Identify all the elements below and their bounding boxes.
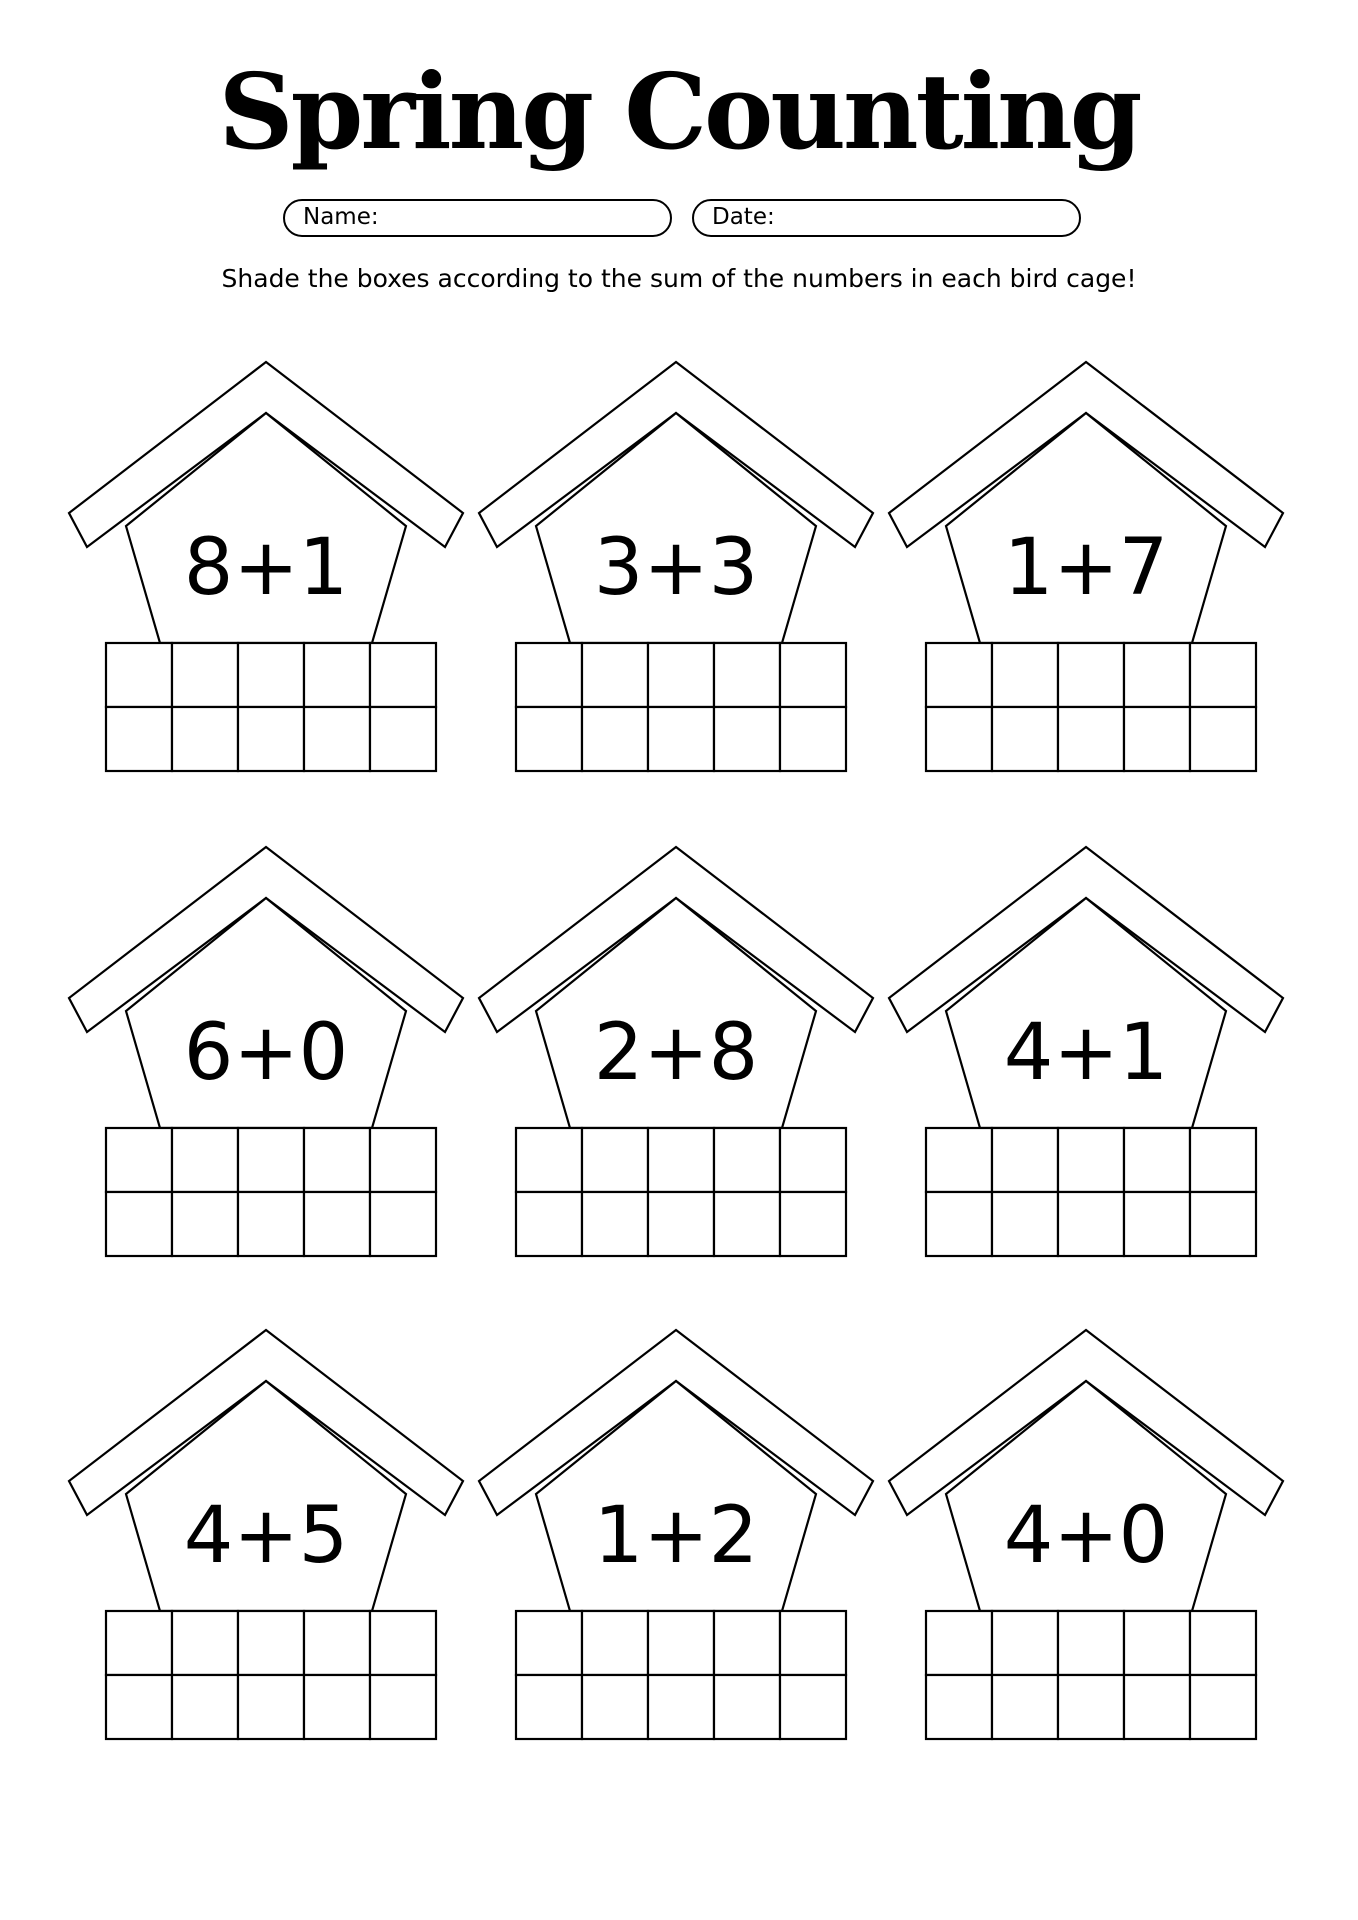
shade-box[interactable] xyxy=(238,1611,304,1675)
addition-problem: 1+7 xyxy=(1003,523,1169,613)
ten-frame xyxy=(926,643,1256,771)
shade-box[interactable] xyxy=(714,1611,780,1675)
shade-box[interactable] xyxy=(992,643,1058,707)
addition-problem: 4+1 xyxy=(1003,1008,1169,1098)
ten-frame xyxy=(106,1128,436,1256)
shade-box[interactable] xyxy=(1190,1192,1256,1256)
shade-box[interactable] xyxy=(648,643,714,707)
shade-box[interactable] xyxy=(304,1128,370,1192)
shade-box[interactable] xyxy=(714,1192,780,1256)
shade-box[interactable] xyxy=(714,1675,780,1739)
shade-box[interactable] xyxy=(106,1675,172,1739)
shade-box[interactable] xyxy=(1124,1611,1190,1675)
shade-box[interactable] xyxy=(1058,1128,1124,1192)
shade-box[interactable] xyxy=(582,1611,648,1675)
shade-box[interactable] xyxy=(106,1128,172,1192)
birdcage xyxy=(479,1330,873,1739)
shade-box[interactable] xyxy=(1058,1192,1124,1256)
shade-box[interactable] xyxy=(582,1128,648,1192)
shade-box[interactable] xyxy=(370,1192,436,1256)
shade-box[interactable] xyxy=(516,1611,582,1675)
shade-box[interactable] xyxy=(582,707,648,771)
shade-box[interactable] xyxy=(1058,643,1124,707)
birdcage xyxy=(69,1330,463,1739)
date-label: Date: xyxy=(712,204,775,230)
shade-box[interactable] xyxy=(648,1192,714,1256)
shade-box[interactable] xyxy=(648,1675,714,1739)
shade-box[interactable] xyxy=(926,1675,992,1739)
shade-box[interactable] xyxy=(304,1675,370,1739)
shade-box[interactable] xyxy=(238,707,304,771)
name-label: Name: xyxy=(303,204,379,230)
shade-box[interactable] xyxy=(1058,1611,1124,1675)
shade-box[interactable] xyxy=(172,1675,238,1739)
addition-problem: 1+2 xyxy=(593,1491,759,1581)
shade-box[interactable] xyxy=(648,707,714,771)
shade-box[interactable] xyxy=(172,1192,238,1256)
shade-box[interactable] xyxy=(926,643,992,707)
shade-box[interactable] xyxy=(582,1675,648,1739)
addition-problem: 4+5 xyxy=(183,1491,349,1581)
shade-box[interactable] xyxy=(172,1611,238,1675)
birdcage xyxy=(479,362,873,771)
shade-box[interactable] xyxy=(926,1128,992,1192)
shade-box[interactable] xyxy=(780,1611,846,1675)
shade-box[interactable] xyxy=(516,1128,582,1192)
shade-box[interactable] xyxy=(1190,1611,1256,1675)
birdcage xyxy=(69,847,463,1256)
shade-box[interactable] xyxy=(780,1675,846,1739)
addition-problem: 4+0 xyxy=(1003,1491,1169,1581)
shade-box[interactable] xyxy=(106,1192,172,1256)
shade-box[interactable] xyxy=(714,707,780,771)
shade-box[interactable] xyxy=(516,643,582,707)
birdcage xyxy=(889,362,1283,771)
shade-box[interactable] xyxy=(1190,1128,1256,1192)
shade-box[interactable] xyxy=(304,643,370,707)
shade-box[interactable] xyxy=(992,1128,1058,1192)
shade-box[interactable] xyxy=(172,1128,238,1192)
shade-box[interactable] xyxy=(1058,1675,1124,1739)
shade-box[interactable] xyxy=(582,643,648,707)
addition-problem: 6+0 xyxy=(183,1008,349,1098)
addition-problem: 8+1 xyxy=(183,523,349,613)
shade-box[interactable] xyxy=(582,1192,648,1256)
worksheet-title: Spring Counting xyxy=(218,50,1140,173)
shade-box[interactable] xyxy=(992,1675,1058,1739)
shade-box[interactable] xyxy=(780,1128,846,1192)
shade-box[interactable] xyxy=(926,1611,992,1675)
shade-box[interactable] xyxy=(238,1128,304,1192)
shade-box[interactable] xyxy=(1190,707,1256,771)
birdcage xyxy=(479,847,873,1256)
ten-frame xyxy=(106,643,436,771)
shade-box[interactable] xyxy=(1190,1675,1256,1739)
shade-box[interactable] xyxy=(370,643,436,707)
shade-box[interactable] xyxy=(780,707,846,771)
shade-box[interactable] xyxy=(238,1675,304,1739)
shade-box[interactable] xyxy=(648,1611,714,1675)
birdcage xyxy=(69,362,463,771)
birdcage xyxy=(889,847,1283,1256)
shade-box[interactable] xyxy=(304,1611,370,1675)
ten-frame xyxy=(516,1611,846,1739)
shade-box[interactable] xyxy=(238,643,304,707)
shade-box[interactable] xyxy=(714,1128,780,1192)
shade-box[interactable] xyxy=(370,707,436,771)
shade-box[interactable] xyxy=(370,1675,436,1739)
ten-frame xyxy=(516,643,846,771)
ten-frame xyxy=(106,1611,436,1739)
shade-box[interactable] xyxy=(1124,1128,1190,1192)
shade-box[interactable] xyxy=(172,643,238,707)
shade-box[interactable] xyxy=(106,643,172,707)
shade-box[interactable] xyxy=(926,707,992,771)
shade-box[interactable] xyxy=(648,1128,714,1192)
shade-box[interactable] xyxy=(780,1192,846,1256)
shade-box[interactable] xyxy=(1190,643,1256,707)
addition-problem: 3+3 xyxy=(593,523,759,613)
ten-frame xyxy=(926,1128,1256,1256)
addition-problem: 2+8 xyxy=(593,1008,759,1098)
shade-box[interactable] xyxy=(304,1192,370,1256)
ten-frame xyxy=(516,1128,846,1256)
shade-box[interactable] xyxy=(304,707,370,771)
shade-box[interactable] xyxy=(992,1192,1058,1256)
ten-frame xyxy=(926,1611,1256,1739)
shade-box[interactable] xyxy=(1124,643,1190,707)
shade-box[interactable] xyxy=(1058,707,1124,771)
shade-box[interactable] xyxy=(370,1128,436,1192)
shade-box[interactable] xyxy=(172,707,238,771)
shade-box[interactable] xyxy=(106,707,172,771)
shade-box[interactable] xyxy=(926,1192,992,1256)
instructions: Shade the boxes according to the sum of the numbers in each bird cage! xyxy=(221,264,1137,293)
birdcage xyxy=(889,1330,1283,1739)
shade-box[interactable] xyxy=(516,707,582,771)
shade-box[interactable] xyxy=(238,1192,304,1256)
shade-box[interactable] xyxy=(1124,1192,1190,1256)
shade-box[interactable] xyxy=(516,1192,582,1256)
shade-box[interactable] xyxy=(714,643,780,707)
shade-box[interactable] xyxy=(106,1611,172,1675)
shade-box[interactable] xyxy=(516,1675,582,1739)
shade-box[interactable] xyxy=(780,643,846,707)
shade-box[interactable] xyxy=(1124,707,1190,771)
shade-box[interactable] xyxy=(370,1611,436,1675)
shade-box[interactable] xyxy=(992,707,1058,771)
shade-box[interactable] xyxy=(1124,1675,1190,1739)
shade-box[interactable] xyxy=(992,1611,1058,1675)
